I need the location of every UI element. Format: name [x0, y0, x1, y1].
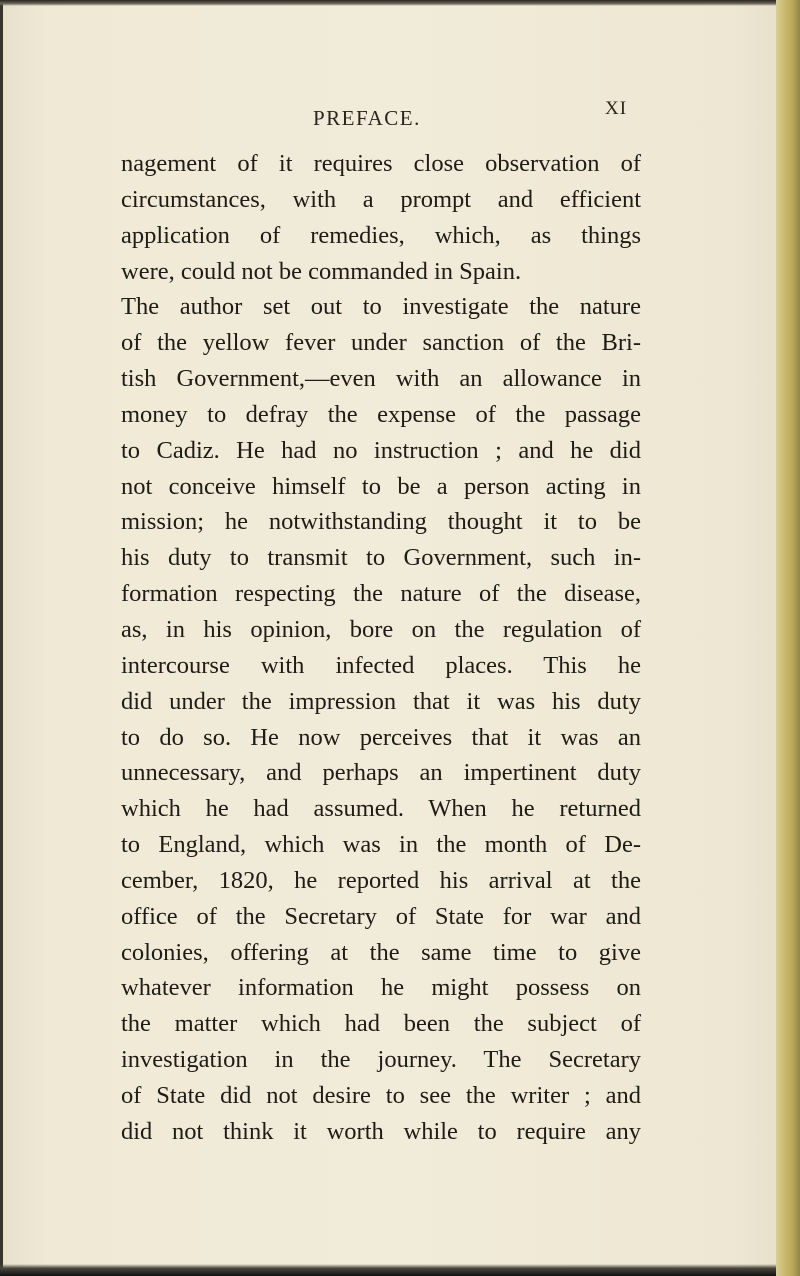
text-line: whatever information he might possess on	[121, 974, 641, 1002]
text-line: his duty to transmit to Government, such in-	[121, 544, 641, 572]
text-line: unnecessary, and perhaps an impertinent duty	[121, 759, 641, 787]
text-line: did under the impression that it was his duty	[121, 687, 641, 715]
text-line: not conceive himself to be a person acting in	[121, 472, 641, 500]
running-head: PREFACE.	[313, 106, 421, 130]
text-line: of the yellow fever under sanction of the Bri-	[121, 329, 641, 357]
text-line: nagement of it requires close observation of	[121, 150, 641, 177]
text-line: office of the Secretary of State for war and	[121, 902, 641, 930]
text-line: colonies, offering at the same time to give	[121, 938, 641, 966]
text-line: intercourse with infected places. This he	[121, 651, 641, 679]
text-line: circumstances, with a prompt and efficient	[121, 185, 641, 213]
page-number: XI	[605, 98, 628, 119]
text-line: to do so. He now perceives that it was an	[121, 723, 641, 751]
text-line: tish Government,—even with an allowance in	[121, 365, 641, 393]
book-spine-edge	[776, 0, 800, 1276]
text-line: were, could not be commanded in Spain.	[121, 257, 522, 285]
text-line: to England, which was in the month of De-	[121, 831, 641, 859]
page-header	[0, 98, 776, 138]
text-line: of State did not desire to see the writer ; and	[121, 1081, 641, 1109]
text-line: application of remedies, which, as things	[121, 221, 641, 249]
text-line: did not think it worth while to require any	[121, 1117, 641, 1145]
page-top-edge	[0, 0, 776, 6]
text-line: money to defray the expense of the passage	[121, 400, 641, 428]
text-line: formation respecting the nature of the disease,	[121, 580, 641, 608]
body-text	[121, 146, 641, 1150]
text-line: mission; he notwithstanding thought it to be	[121, 508, 641, 536]
text-line: to Cadiz. He had no instruction ; and he did	[121, 436, 641, 464]
text-line: investigation in the journey. The Secretary	[121, 1046, 641, 1074]
text-line: cember, 1820, he reported his arrival at the	[121, 866, 641, 894]
text-line: which he had assumed. When he returned	[121, 795, 641, 823]
text-line: The author set out to investigate the nature	[121, 293, 641, 321]
text-line: as, in his opinion, bore on the regulation of	[121, 615, 641, 643]
page-bottom-edge	[0, 1264, 776, 1276]
text-line: the matter which had been the subject of	[121, 1010, 641, 1038]
page-left-edge	[0, 0, 3, 1276]
